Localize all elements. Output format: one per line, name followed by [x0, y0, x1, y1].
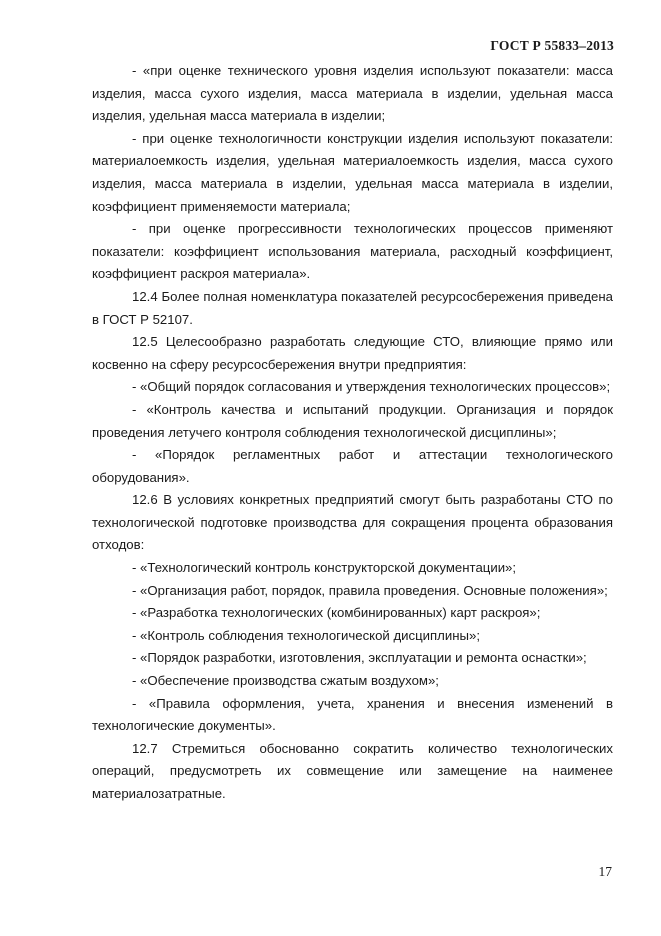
clause-12-4: 12.4 Более полная номенклатура показателей ресурсосбережения приведена в ГОСТ Р 52107. — [92, 288, 613, 327]
clause-12-7: 12.7 Стремиться обоснованно сократить количество технологических операций, предусмотреть их совмещение или замещение на наименее материалозатратные. — [92, 740, 613, 801]
list-item-manufacturability: - при оценке технологичности конструкции изделия используют показатели: материалоемкость изделия, удельная материалоемкость изделия, масса сухого изделия, масса материала в изделии, удельная масса материала в изделии, коэффициент применяемости материала; — [92, 130, 613, 214]
document-header: ГОСТ Р 55833–2013 — [490, 38, 614, 53]
list-item-cutting-maps: - «Разработка технологических (комбинированных) карт раскроя»; — [132, 605, 541, 621]
list-item-compressed-air: - «Обеспечение производства сжатым воздухом»; — [132, 673, 439, 689]
list-item-quality-control: - «Контроль качества и испытаний продукции. Организация и порядок проведения летучего контроля соблюдения технологической дисциплины»; — [92, 401, 613, 440]
list-item-documentation-rules: - «Правила оформления, учета, хранения и внесения изменений в технологические документы». — [92, 695, 613, 734]
clause-12-5: 12.5 Целесообразно разработать следующие СТО, влияющие прямо или косвенно на сферу ресурсосбережения внутри предприятия: — [92, 334, 613, 372]
list-item-tooling: - «Порядок разработки, изготовления, эксплуатации и ремонта оснастки»; — [132, 650, 587, 666]
list-item-maintenance-works: - «Порядок регламентных работ и аттестации технологического оборудования». — [92, 447, 613, 485]
list-item-approval-procedure: - «Общий порядок согласования и утверждения технологических процессов»; — [132, 379, 611, 395]
list-item-discipline-control: - «Контроль соблюдения технологической дисциплины»; — [132, 627, 480, 643]
page-body — [92, 60, 613, 806]
list-item-work-organization: - «Организация работ, порядок, правила проведения. Основные положения»; — [132, 582, 608, 598]
list-item-technical-level: - «при оценке технического уровня изделия используют показатели: масса изделия, масса сухого изделия, масса материала в изделии, удельная масса изделия, удельная масса материала в изделии; — [92, 63, 613, 124]
page-number: 17 — [598, 864, 612, 879]
list-item-design-doc-control: - «Технологический контроль конструкторской документации»; — [132, 560, 517, 576]
list-item-process-progressiveness: - при оценке прогрессивности технологических процессов применяют показатели: коэффициент использования материала, расходный коэффициент, коэффициент раскроя материала». — [92, 221, 613, 282]
clause-12-6: 12.6 В условиях конкретных предприятий смогут быть разработаны СТО по технологической подготовке производства для сокращения процента образования отходов: — [92, 492, 613, 553]
